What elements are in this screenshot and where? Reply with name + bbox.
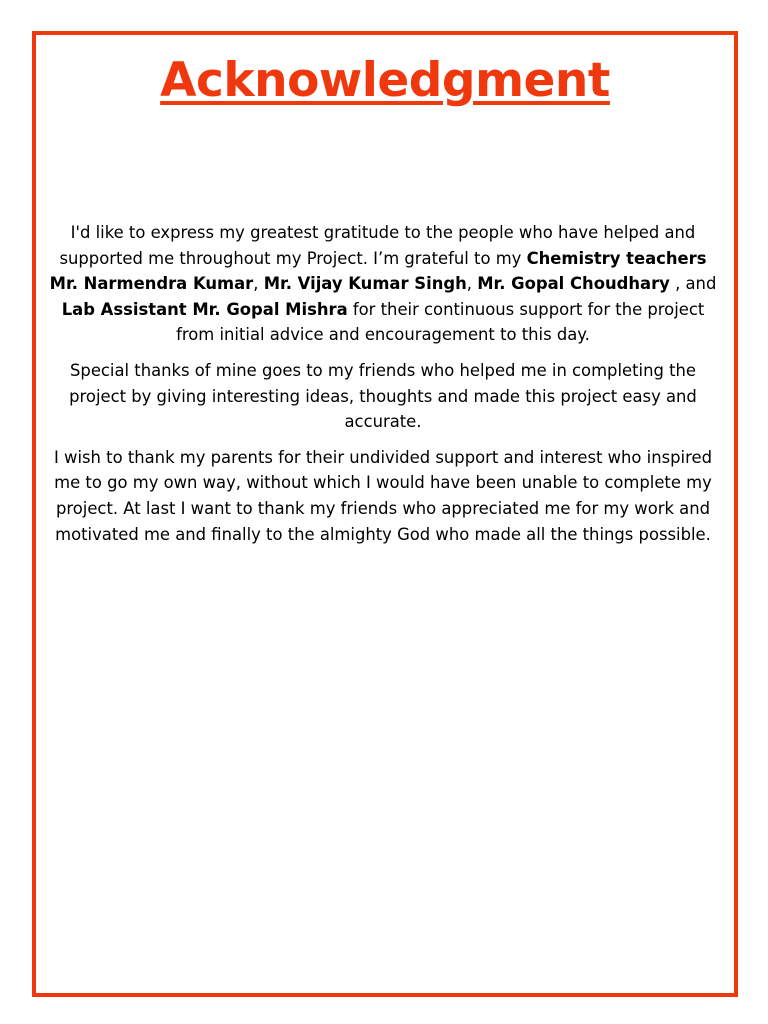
paragraph-friends: Special thanks of mine goes to my friends who helped me in completing the project by giving interesting ideas, thoughts and made this project easy and accurate. [69,360,697,432]
acknowledgment-body [44,220,722,557]
paragraph-parents: I wish to thank my parents for their undivided support and interest who inspired me to go my own way, without which I would have been unable to complete my project. At last I want to thank my friends who appreciated me for my work and motivated me and finally to the almighty God who made all the things possible. [54,447,712,544]
paragraph-gratitude [44,220,722,348]
separator: , and [669,274,717,294]
separator: , [253,274,264,294]
paragraph-gratitude-intro: I'd like to express my greatest gratitude to the people who have helped and supported me throughout my Project. I’m grateful to my [59,223,696,268]
page-title: Acknowledgment [160,53,610,108]
teacher-name-1: Chemistry teachers Mr. Narmendra Kumar [49,248,707,294]
lab-assistant-name: Lab Assistant Mr. Gopal Mishra [61,299,348,319]
teacher-name-2: Mr. Vijay Kumar Singh [263,274,467,294]
paragraph-gratitude-outro: for their continuous support for the project from initial advice and encouragement to this day. [176,299,705,345]
separator: , [466,274,478,294]
teacher-name-3: Mr. Gopal Choudhary [477,274,670,294]
